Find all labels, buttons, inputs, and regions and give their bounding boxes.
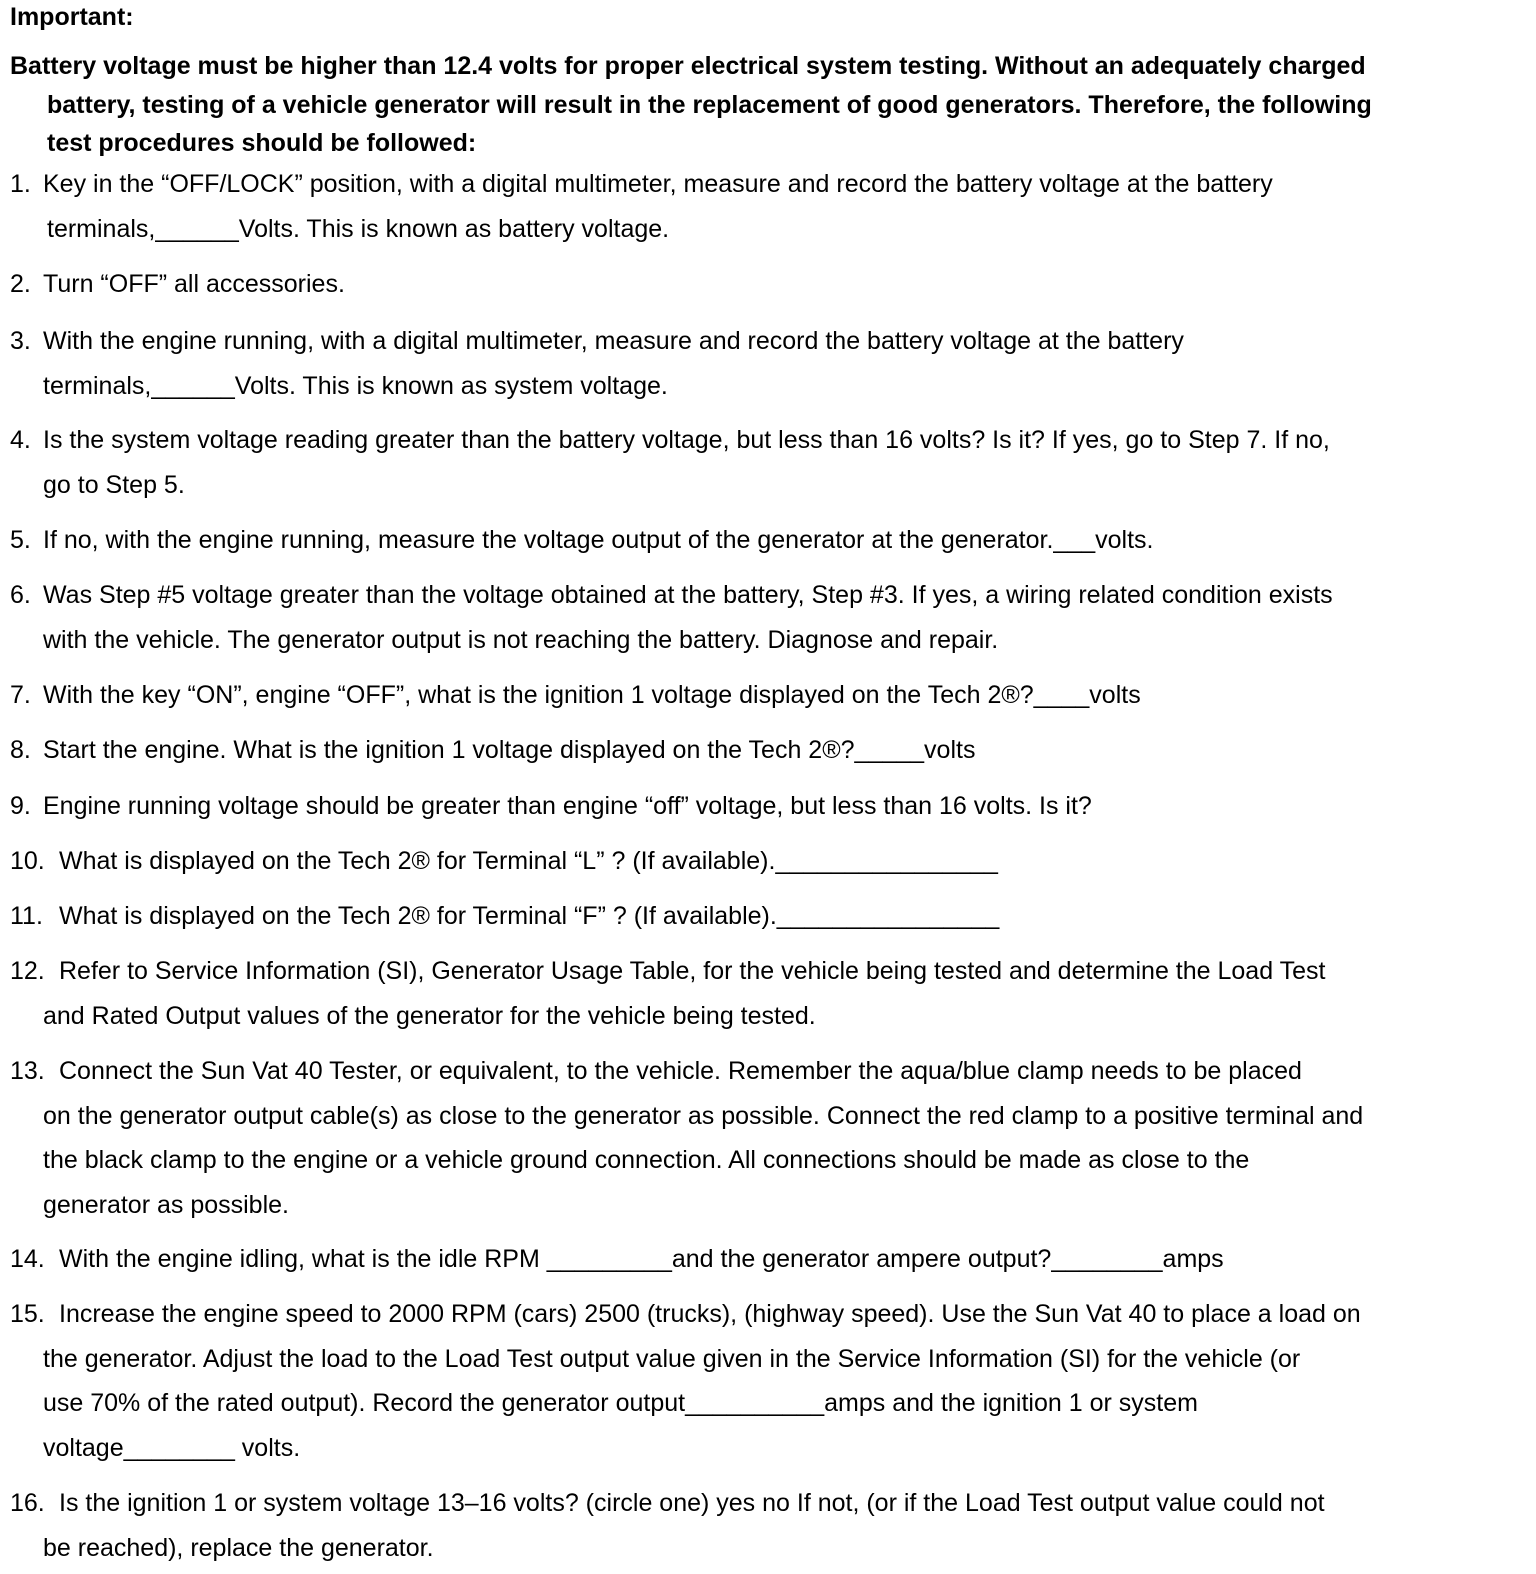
step-1: [0, 162, 1530, 251]
step-line: Was Step #5 voltage greater than the voltage obtained at the battery, Step #3. If yes, a wiring related condition exists: [43, 581, 1333, 609]
step-number: 8.: [10, 736, 31, 764]
intro-line: battery, testing of a vehicle generator will result in the replacement of good generators. Therefore, the following: [47, 90, 1372, 119]
step-line: use 70% of the rated output). Record the generator output__________amps and the ignition 1 or system: [43, 1389, 1198, 1417]
step-number: 16.: [10, 1489, 45, 1517]
step-line: Start the engine. What is the ignition 1 voltage displayed on the Tech 2®?_____volts: [43, 736, 976, 764]
step-line: on the generator output cable(s) as close to the generator as possible. Connect the red clamp to a positive terminal and: [43, 1101, 1364, 1130]
step-line: with the vehicle. The generator output is not reaching the battery. Diagnose and repair.: [43, 625, 999, 654]
step-line: Turn “OFF” all accessories.: [43, 270, 345, 298]
important-heading: Important:: [10, 3, 134, 31]
step-line: If no, with the engine running, measure the voltage output of the generator at the generator.___volts.: [43, 526, 1154, 554]
step-6: [0, 573, 1530, 662]
step-3: [0, 319, 1530, 408]
step-number: 7.: [10, 681, 31, 709]
step-7: [0, 673, 1530, 718]
step-line: With the key “ON”, engine “OFF”, what is the ignition 1 voltage displayed on the Tech 2®?____volts: [43, 681, 1141, 709]
step-number: 3.: [10, 327, 31, 355]
step-5: [0, 518, 1530, 563]
step-line: Key in the “OFF/LOCK” position, with a digital multimeter, measure and record the battery voltage at the battery: [43, 170, 1273, 198]
step-number: 6.: [10, 581, 31, 609]
step-line: generator as possible.: [43, 1190, 289, 1219]
step-8: [0, 728, 1530, 773]
step-line: and Rated Output values of the generator for the vehicle being tested.: [43, 1001, 816, 1030]
step-line: Refer to Service Information (SI), Generator Usage Table, for the vehicle being tested and determine the Load Test: [59, 957, 1326, 985]
step-line: With the engine idling, what is the idle RPM _________and the generator ampere output?________amps: [59, 1245, 1224, 1273]
step-10: [0, 839, 1530, 884]
step-line: terminals,______Volts. This is known as system voltage.: [43, 371, 668, 400]
step-line: Is the ignition 1 or system voltage 13–16 volts? (circle one) yes no If not, (or if the Load Test output value could not: [59, 1489, 1325, 1517]
step-number: 11.: [10, 902, 43, 930]
step-line: What is displayed on the Tech 2® for Terminal “L” ? (If available).________________: [59, 847, 998, 875]
step-line: the black clamp to the engine or a vehicle ground connection. All connections should be made as close to the: [43, 1146, 1250, 1174]
step-number: 4.: [10, 426, 31, 454]
step-11: [0, 894, 1530, 939]
step-line: the generator. Adjust the load to the Load Test output value given in the Service Information (SI) for the vehicle (or: [43, 1344, 1301, 1373]
step-13: [0, 1049, 1530, 1227]
intro-paragraph: [10, 47, 1520, 163]
step-line: be reached), replace the generator.: [43, 1533, 434, 1562]
step-15: [0, 1292, 1530, 1470]
step-12: [0, 949, 1530, 1038]
step-number: 1.: [10, 170, 31, 198]
step-4: [0, 418, 1530, 507]
step-line: With the engine running, with a digital multimeter, measure and record the battery voltage at the battery: [43, 327, 1184, 355]
step-number: 15.: [10, 1300, 45, 1328]
intro-line: Battery voltage must be higher than 12.4 volts for proper electrical system testing. Without an adequately charged: [10, 52, 1366, 80]
step-number: 5.: [10, 526, 31, 554]
step-14: [0, 1237, 1530, 1282]
step-number: 2.: [10, 270, 31, 298]
step-line: Is the system voltage reading greater than the battery voltage, but less than 16 volts? Is it? If yes, go to Step 7. If no,: [43, 426, 1330, 454]
step-line: go to Step 5.: [43, 470, 185, 499]
step-line: What is displayed on the Tech 2® for Terminal “F” ? (If available).________________: [59, 902, 1000, 930]
step-line: voltage________ volts.: [43, 1433, 301, 1462]
step-9: [0, 784, 1530, 829]
step-line: Engine running voltage should be greater than engine “off” voltage, but less than 16 volts. Is it?: [43, 792, 1092, 820]
step-line: terminals,______Volts. This is known as battery voltage.: [47, 214, 670, 243]
step-2: [0, 262, 1530, 307]
step-line: Connect the Sun Vat 40 Tester, or equivalent, to the vehicle. Remember the aqua/blue clamp needs to be placed: [59, 1057, 1302, 1085]
step-number: 13.: [10, 1057, 45, 1085]
step-number: 9.: [10, 792, 31, 820]
step-16: [0, 1481, 1530, 1570]
step-number: 14.: [10, 1245, 45, 1273]
step-number: 10.: [10, 847, 45, 875]
intro-line: test procedures should be followed:: [47, 129, 477, 157]
step-number: 12.: [10, 957, 45, 985]
step-line: Increase the engine speed to 2000 RPM (cars) 2500 (trucks), (highway speed). Use the Sun Vat 40 to place a load on: [59, 1300, 1361, 1328]
